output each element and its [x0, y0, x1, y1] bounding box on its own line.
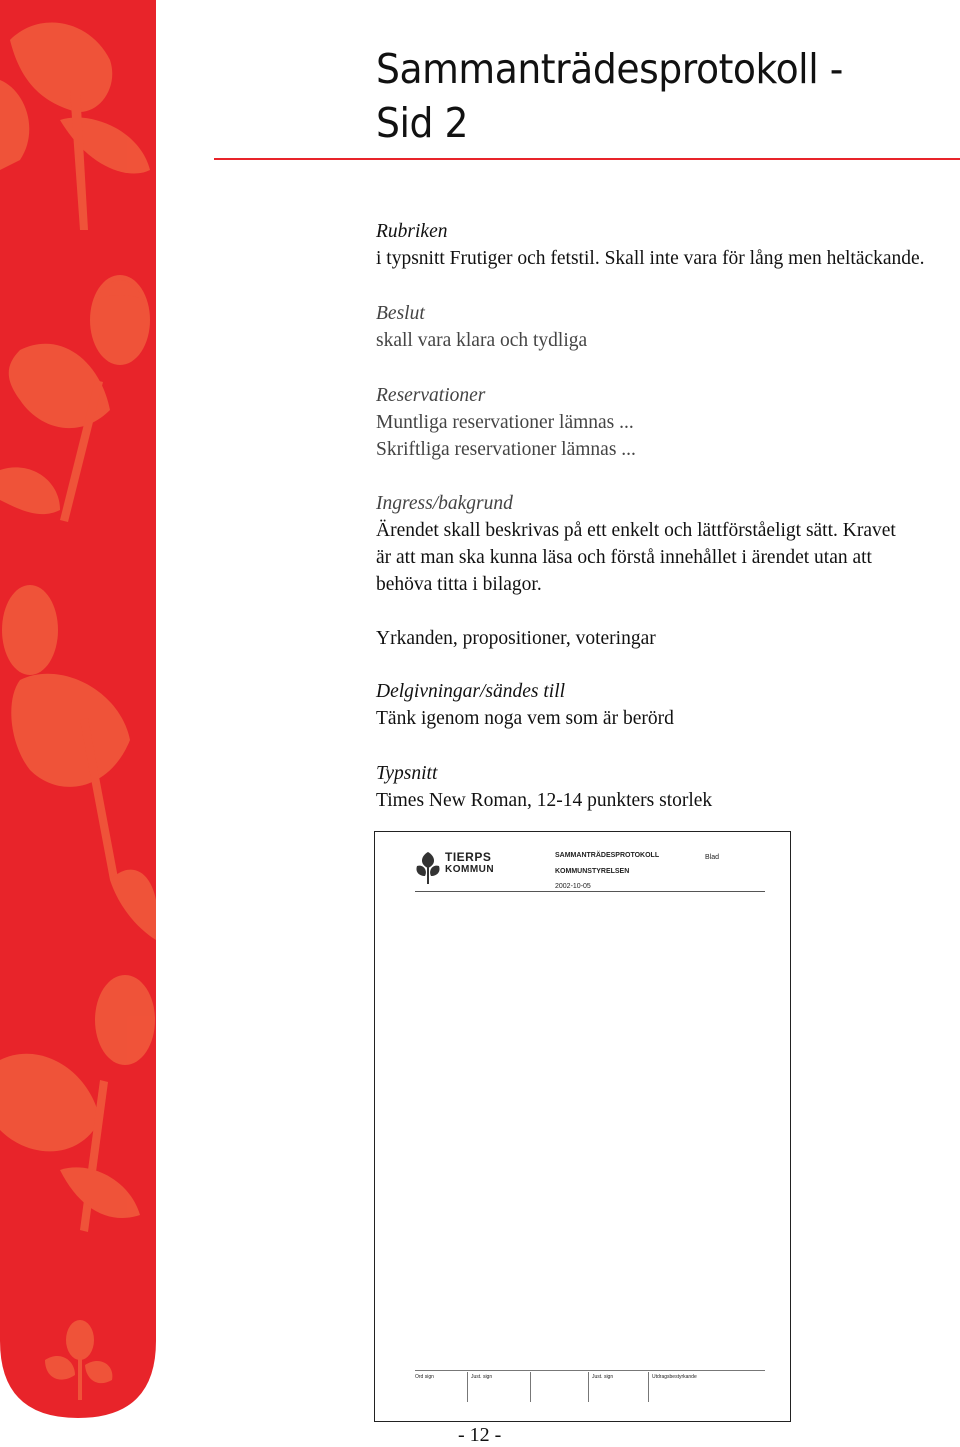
yrkanden-text: Yrkanden, propositioner, voteringar [376, 628, 656, 649]
doc-header-rule [415, 891, 765, 892]
section-reservationer [376, 382, 636, 463]
doc-footer-rule [415, 1370, 765, 1371]
section-rubriken [376, 218, 925, 272]
section-beslut [376, 300, 587, 354]
page-title-line1: Sammanträdesprotokoll - [376, 45, 843, 93]
delgivningar-label: Delgivningar/sändes till [376, 681, 566, 702]
section-yrkanden [376, 625, 656, 652]
org-name-line2: KOMMUN [445, 864, 495, 875]
typsnitt-text: Times New Roman, 12-14 punkters storlek [376, 790, 713, 811]
doc-footer-label-4: Utdragsbestyrkande [652, 1374, 697, 1380]
page-title [376, 42, 891, 150]
page-number: - 12 - [458, 1424, 502, 1446]
delgivningar-text: Tänk igenom noga vem som är berörd [376, 708, 674, 729]
doc-footer-divider [588, 1372, 589, 1402]
doc-footer-label-3: Just. sign [592, 1374, 614, 1380]
beslut-text: skall vara klara och tydliga [376, 330, 588, 351]
org-name-line1: TIERPS [445, 850, 492, 864]
ingress-line2: är att man ska kunna läsa och förstå innehållet i ärendet utan att [376, 547, 872, 568]
doc-footer-label-2: Just. sign [471, 1374, 493, 1380]
doc-footer-label-1: Ord sign [415, 1374, 434, 1380]
doc-footer-divider [530, 1372, 531, 1402]
typsnitt-label: Typsnitt [376, 763, 438, 784]
doc-date: 2002-10-05 [555, 883, 591, 890]
rubriken-text: i typsnitt Frutiger och fetstil. Skall inte vara för lång men heltäckande. [376, 248, 925, 269]
beslut-label: Beslut [376, 303, 425, 324]
reservationer-line2: Skriftliga reservationer lämnas ... [376, 439, 636, 460]
document-preview [374, 831, 791, 1422]
reservationer-line1: Muntliga reservationer lämnas ... [376, 412, 634, 433]
section-typsnitt [376, 760, 712, 814]
ingress-line3: behöva titta i bilagor. [376, 574, 542, 595]
doc-footer-divider [648, 1372, 649, 1402]
doc-page-label: Blad [705, 854, 720, 861]
ingress-label: Ingress/bakgrund [376, 493, 513, 514]
decorative-banner [0, 0, 158, 1420]
ingress-line1: Ärendet skall beskrivas på ett enkelt och lättförståeligt sätt. Kravet [376, 520, 896, 541]
doc-title: SAMMANTRÄDESPROTOKOLL [555, 852, 660, 859]
page-title-line2: Sid 2 [376, 99, 469, 147]
section-delgivningar [376, 678, 674, 732]
rubriken-label: Rubriken [376, 221, 448, 242]
reservationer-label: Reservationer [376, 385, 486, 406]
doc-subtitle: KOMMUNSTYRELSEN [555, 868, 630, 875]
doc-footer-divider [467, 1372, 468, 1402]
title-divider [214, 158, 960, 160]
tierps-logo-icon [415, 850, 441, 884]
section-ingress [376, 490, 896, 598]
